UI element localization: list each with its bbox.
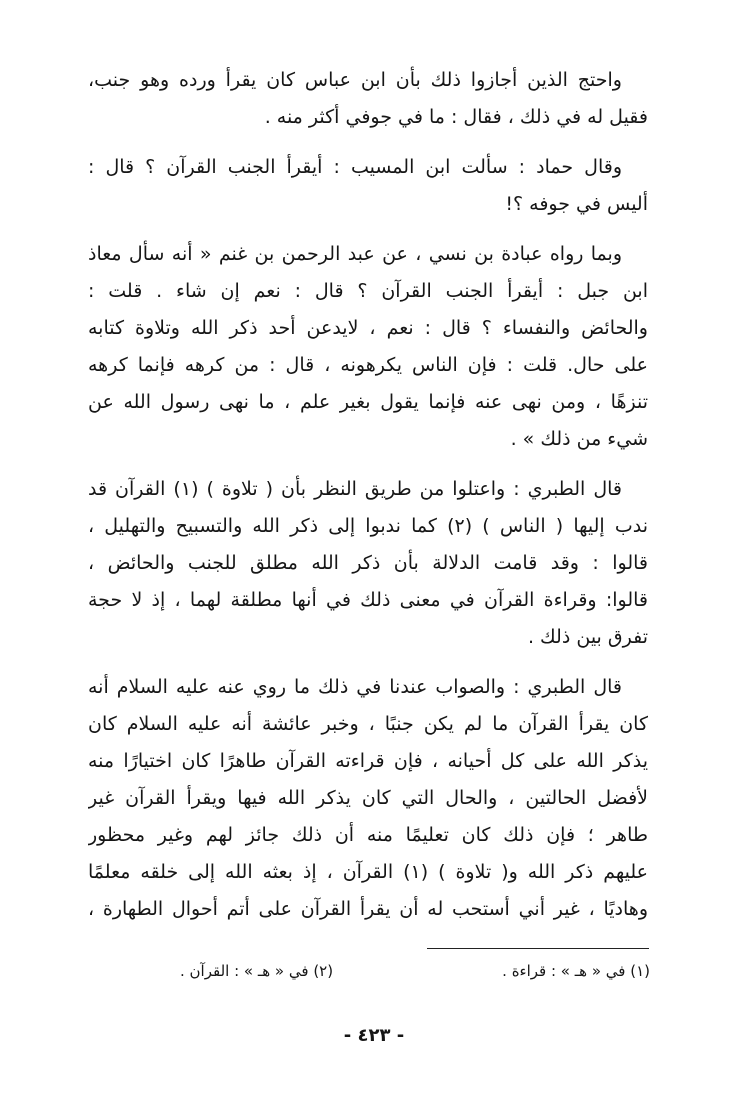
text-line: فقيل له في ذلك ، فقال : ما في جوفي أكثر منه . (264, 106, 648, 128)
paragraph-4 (88, 471, 648, 656)
text-line: والحائض والنفساء ؟ قال : نعم ، لايدعن أحد ذكر الله وتلاوة كتابه (88, 317, 648, 339)
text-line: وقال حماد : سألت ابن المسيب : أيقرأ الجنب القرآن ؟ قال : (88, 156, 622, 178)
text-line: طاهر ؛ فإن ذلك كان تعليمًا منه أن ذلك جائز لهم وغير محظور (88, 824, 648, 846)
paragraph-5 (88, 669, 648, 928)
page-number: - ٤٢٣ - (343, 1025, 405, 1046)
main-text (88, 62, 648, 941)
text-line: على حال. قلت : فإن الناس يكرهونه ، قال : من كرهه فإنما كرهه (88, 354, 648, 376)
paragraph-3 (88, 236, 648, 458)
text-line: قالوا : وقد قامت الدلالة بأن ذكر الله مطلق للجنب والحائض ، (88, 552, 648, 574)
paragraph-2 (88, 149, 648, 223)
text-line: واحتج الذين أجازوا ذلك بأن ابن عباس كان يقرأ ورده وهو جنب، (88, 69, 622, 91)
text-line: كان يقرأ القرآن ما لم يكن جنبًا ، وخبر عائشة أنه عليه السلام كان (88, 713, 648, 735)
text-line: تفرق بين ذلك . (527, 626, 648, 648)
text-line: وبما رواه عبادة بن نسي ، عن عبد الرحمن بن غنم « أنه سأل معاذ (88, 243, 622, 265)
footnote-2: (٢) في « هـ » : القرآن . (180, 962, 334, 980)
paragraph-1 (88, 62, 648, 136)
text-line: عليهم ذكر الله و( تلاوة ) (١) القرآن ، إذ بعثه الله إلى خلقه معلمًا (88, 861, 648, 883)
text-line: يذكر الله على كل أحيانه ، فإن قراءته القرآن طاهرًا كان اختيارًا منه (88, 750, 648, 772)
text-line: تنزهًا ، ومن نهى عنه فإنما يقول بغير علم ، ما نهى رسول الله عن (88, 391, 648, 413)
text-line: قال الطبري : واعتلوا من طريق النظر بأن ( تلاوة ) (١) القرآن قد (88, 478, 622, 500)
footnote-1: (١) في « هـ » : قراءة . (502, 962, 650, 980)
footnotes (180, 958, 650, 984)
text-line: قال الطبري : والصواب عندنا في ذلك ما روي عنه عليه السلام أنه (88, 676, 622, 698)
text-line: لأفضل الحالتين ، والحال التي كان يذكر الله فيها ويقرأ القرآن غير (88, 787, 648, 809)
text-line: أليس في جوفه ؟! (505, 193, 648, 215)
text-line: شيء من ذلك » . (510, 428, 648, 450)
text-line: ابن جبل : أيقرأ الجنب القرآن ؟ قال : نعم إن شاء . قلت : (88, 280, 648, 302)
text-line: وهاديًا ، غير أني أستحب له أن يقرأ القرآن على أتم أحوال الطهارة ، (88, 898, 648, 920)
footnote-divider (427, 948, 649, 949)
text-line: قالوا: وقراءة القرآن في معنى ذلك في أنها مطلقة لهما ، إذ لا حجة (88, 589, 648, 611)
text-line: ندب إليها ( الناس ) (٢) كما ندبوا إلى ذكر الله والتسبيح والتهليل ، (88, 515, 648, 537)
